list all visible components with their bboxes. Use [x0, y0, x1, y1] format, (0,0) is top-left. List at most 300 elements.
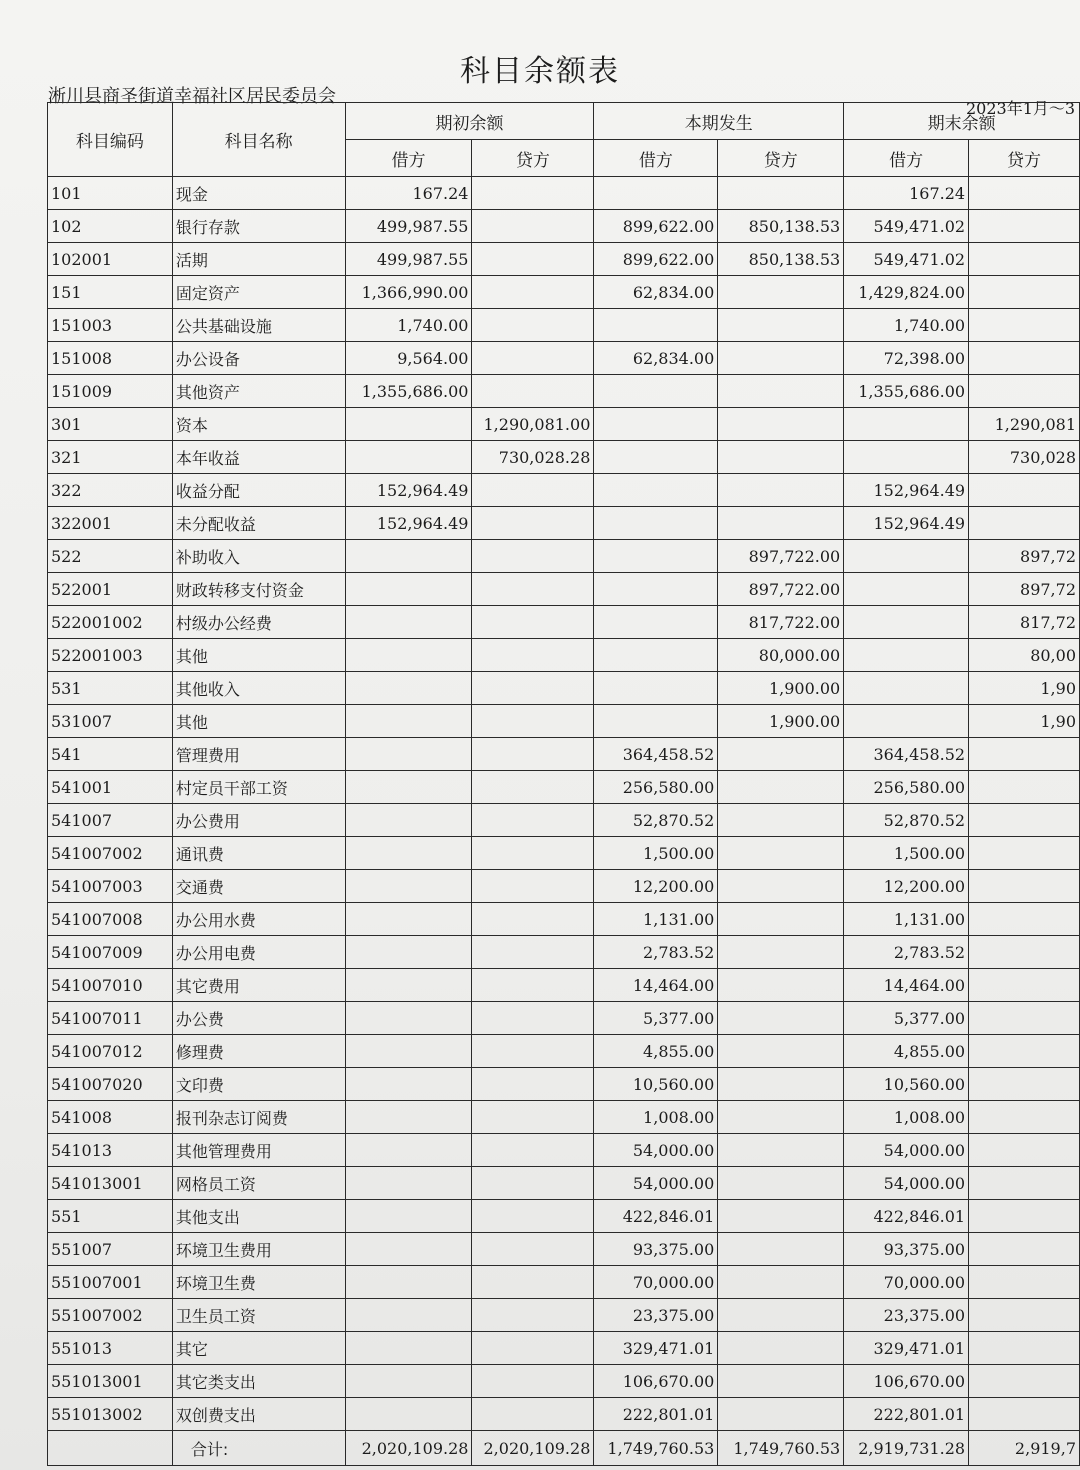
- cell-current-credit: [718, 738, 844, 771]
- total-current-debit: 1,749,760.53: [594, 1431, 718, 1466]
- cell-closing-debit: 256,580.00: [844, 771, 969, 804]
- table-row: [48, 903, 1080, 936]
- cell-current-debit: [594, 309, 718, 342]
- table-row: [48, 639, 1080, 672]
- table-row: [48, 540, 1080, 573]
- cell-closing-debit: 23,375.00: [844, 1299, 969, 1332]
- table-row: [48, 936, 1080, 969]
- cell-name: 其他: [172, 639, 345, 672]
- cell-opening-credit: [472, 771, 594, 804]
- cell-opening-debit: [345, 408, 472, 441]
- cell-closing-credit: [969, 837, 1080, 870]
- cell-current-debit: 1,500.00: [594, 837, 718, 870]
- header-current-credit: 贷方: [718, 140, 844, 177]
- table-row: [48, 507, 1080, 540]
- header-opening: 期初余额: [345, 103, 594, 140]
- cell-opening-debit: [345, 969, 472, 1002]
- cell-name: 办公设备: [172, 342, 345, 375]
- cell-opening-debit: [345, 441, 472, 474]
- cell-closing-credit: [969, 243, 1080, 276]
- header-opening-credit: 贷方: [472, 140, 594, 177]
- header-current-debit: 借方: [594, 140, 718, 177]
- cell-opening-credit: [472, 1266, 594, 1299]
- total-row: [48, 1431, 1080, 1466]
- cell-closing-debit: 70,000.00: [844, 1266, 969, 1299]
- cell-closing-debit: 549,471.02: [844, 243, 969, 276]
- cell-current-debit: 52,870.52: [594, 804, 718, 837]
- cell-opening-credit: [472, 1068, 594, 1101]
- cell-opening-credit: [472, 1134, 594, 1167]
- cell-closing-credit: [969, 1398, 1080, 1431]
- cell-name: 其他支出: [172, 1200, 345, 1233]
- cell-closing-credit: 897,72: [969, 573, 1080, 606]
- cell-current-debit: 222,801.01: [594, 1398, 718, 1431]
- cell-opening-debit: 499,987.55: [345, 243, 472, 276]
- header-name: 科目名称: [172, 103, 345, 177]
- cell-current-credit: [718, 837, 844, 870]
- cell-code: 151009: [48, 375, 173, 408]
- cell-code: 151003: [48, 309, 173, 342]
- cell-closing-debit: 14,464.00: [844, 969, 969, 1002]
- table-row: [48, 1134, 1080, 1167]
- cell-name: 未分配收益: [172, 507, 345, 540]
- cell-code: 541013001: [48, 1167, 173, 1200]
- cell-current-debit: 54,000.00: [594, 1134, 718, 1167]
- cell-closing-credit: 80,00: [969, 639, 1080, 672]
- cell-closing-debit: 106,670.00: [844, 1365, 969, 1398]
- cell-closing-credit: [969, 342, 1080, 375]
- header-closing-debit: 借方: [844, 140, 969, 177]
- cell-closing-debit: 72,398.00: [844, 342, 969, 375]
- cell-current-credit: [718, 804, 844, 837]
- table-row: [48, 1035, 1080, 1068]
- table-row: [48, 1365, 1080, 1398]
- cell-current-debit: 364,458.52: [594, 738, 718, 771]
- table-row: [48, 1068, 1080, 1101]
- cell-current-debit: 70,000.00: [594, 1266, 718, 1299]
- cell-current-debit: [594, 705, 718, 738]
- table-row: [48, 375, 1080, 408]
- cell-opening-credit: [472, 177, 594, 210]
- cell-closing-debit: 1,008.00: [844, 1101, 969, 1134]
- cell-closing-credit: [969, 210, 1080, 243]
- cell-current-credit: [718, 936, 844, 969]
- cell-opening-debit: [345, 1134, 472, 1167]
- cell-current-credit: [718, 474, 844, 507]
- cell-closing-debit: [844, 441, 969, 474]
- cell-opening-credit: [472, 1167, 594, 1200]
- table-row: [48, 1299, 1080, 1332]
- cell-code: 551013002: [48, 1398, 173, 1431]
- cell-current-debit: [594, 474, 718, 507]
- cell-closing-credit: [969, 1266, 1080, 1299]
- cell-current-credit: [718, 1134, 844, 1167]
- cell-code: 102: [48, 210, 173, 243]
- cell-name: 其他: [172, 705, 345, 738]
- cell-opening-credit: [472, 1299, 594, 1332]
- cell-closing-credit: [969, 936, 1080, 969]
- total-label: 合计:: [172, 1431, 345, 1466]
- cell-opening-debit: [345, 1167, 472, 1200]
- cell-name: 环境卫生费用: [172, 1233, 345, 1266]
- cell-name: 其它费用: [172, 969, 345, 1002]
- table-row: [48, 474, 1080, 507]
- cell-closing-credit: [969, 903, 1080, 936]
- cell-opening-credit: [472, 1233, 594, 1266]
- cell-closing-credit: [969, 507, 1080, 540]
- cell-name: 其他收入: [172, 672, 345, 705]
- total-closing-credit: 2,919,7: [969, 1431, 1080, 1466]
- cell-name: 补助收入: [172, 540, 345, 573]
- cell-opening-debit: [345, 1200, 472, 1233]
- cell-current-debit: [594, 639, 718, 672]
- cell-code: 541007011: [48, 1002, 173, 1035]
- cell-current-credit: [718, 1200, 844, 1233]
- cell-current-credit: [718, 1035, 844, 1068]
- header-code: 科目编码: [48, 103, 173, 177]
- cell-current-debit: [594, 540, 718, 573]
- cell-name: 文印费: [172, 1068, 345, 1101]
- cell-opening-credit: [472, 1002, 594, 1035]
- cell-name: 收益分配: [172, 474, 345, 507]
- cell-closing-debit: 1,131.00: [844, 903, 969, 936]
- cell-current-credit: [718, 870, 844, 903]
- cell-code: 551013: [48, 1332, 173, 1365]
- cell-name: 固定资产: [172, 276, 345, 309]
- cell-code: 522001002: [48, 606, 173, 639]
- cell-current-debit: [594, 672, 718, 705]
- cell-closing-credit: [969, 969, 1080, 1002]
- cell-name: 其他资产: [172, 375, 345, 408]
- cell-opening-credit: [472, 276, 594, 309]
- cell-closing-credit: [969, 1200, 1080, 1233]
- cell-code: 101: [48, 177, 173, 210]
- cell-current-debit: 4,855.00: [594, 1035, 718, 1068]
- cell-name: 活期: [172, 243, 345, 276]
- cell-closing-debit: 52,870.52: [844, 804, 969, 837]
- table-row: [48, 771, 1080, 804]
- cell-closing-debit: 329,471.01: [844, 1332, 969, 1365]
- cell-opening-debit: [345, 870, 472, 903]
- cell-closing-debit: 10,560.00: [844, 1068, 969, 1101]
- cell-closing-debit: 152,964.49: [844, 474, 969, 507]
- cell-code: 151: [48, 276, 173, 309]
- cell-name: 现金: [172, 177, 345, 210]
- cell-current-credit: 1,900.00: [718, 672, 844, 705]
- cell-opening-credit: [472, 1398, 594, 1431]
- cell-closing-debit: 54,000.00: [844, 1134, 969, 1167]
- cell-opening-debit: [345, 639, 472, 672]
- table-row: [48, 1167, 1080, 1200]
- table-row: [48, 342, 1080, 375]
- header-row-groups: [48, 103, 1080, 140]
- table-row: [48, 1200, 1080, 1233]
- cell-name: 资本: [172, 408, 345, 441]
- cell-current-debit: [594, 177, 718, 210]
- cell-current-debit: [594, 573, 718, 606]
- table-row: [48, 1101, 1080, 1134]
- cell-code: 541007020: [48, 1068, 173, 1101]
- cell-code: 551007: [48, 1233, 173, 1266]
- cell-code: 551007002: [48, 1299, 173, 1332]
- cell-opening-credit: [472, 606, 594, 639]
- table-row: [48, 1266, 1080, 1299]
- cell-code: 541007012: [48, 1035, 173, 1068]
- cell-closing-debit: 2,783.52: [844, 936, 969, 969]
- cell-current-credit: 80,000.00: [718, 639, 844, 672]
- cell-opening-debit: [345, 1266, 472, 1299]
- cell-closing-debit: [844, 672, 969, 705]
- cell-opening-credit: [472, 936, 594, 969]
- cell-current-credit: [718, 276, 844, 309]
- cell-current-credit: [718, 1299, 844, 1332]
- cell-closing-debit: [844, 573, 969, 606]
- cell-current-debit: [594, 441, 718, 474]
- cell-closing-credit: [969, 1167, 1080, 1200]
- cell-opening-credit: [472, 210, 594, 243]
- table-row: [48, 738, 1080, 771]
- cell-opening-credit: [472, 1035, 594, 1068]
- cell-closing-credit: [969, 1101, 1080, 1134]
- cell-current-credit: [718, 1101, 844, 1134]
- total-opening-debit: 2,020,109.28: [345, 1431, 472, 1466]
- cell-closing-debit: [844, 639, 969, 672]
- cell-closing-credit: [969, 1233, 1080, 1266]
- cell-closing-credit: 730,028: [969, 441, 1080, 474]
- cell-opening-credit: [472, 507, 594, 540]
- cell-opening-credit: [472, 903, 594, 936]
- cell-opening-debit: 167.24: [345, 177, 472, 210]
- cell-current-debit: 899,622.00: [594, 210, 718, 243]
- cell-closing-debit: 167.24: [844, 177, 969, 210]
- cell-opening-debit: [345, 903, 472, 936]
- cell-opening-credit: [472, 573, 594, 606]
- cell-opening-credit: [472, 837, 594, 870]
- header-current: 本期发生: [594, 103, 844, 140]
- cell-current-credit: [718, 1332, 844, 1365]
- cell-closing-credit: 817,72: [969, 606, 1080, 639]
- cell-closing-debit: 222,801.01: [844, 1398, 969, 1431]
- cell-current-debit: 422,846.01: [594, 1200, 718, 1233]
- total-closing-debit: 2,919,731.28: [844, 1431, 969, 1466]
- cell-closing-debit: 12,200.00: [844, 870, 969, 903]
- cell-name: 其它: [172, 1332, 345, 1365]
- cell-opening-debit: 9,564.00: [345, 342, 472, 375]
- report-period: 2023年1月～3: [966, 99, 1076, 118]
- cell-opening-credit: [472, 1200, 594, 1233]
- cell-closing-debit: [844, 606, 969, 639]
- cell-closing-debit: 4,855.00: [844, 1035, 969, 1068]
- cell-current-debit: 54,000.00: [594, 1167, 718, 1200]
- cell-closing-debit: [844, 705, 969, 738]
- cell-closing-credit: 1,90: [969, 705, 1080, 738]
- cell-opening-credit: [472, 639, 594, 672]
- cell-current-debit: 106,670.00: [594, 1365, 718, 1398]
- cell-current-credit: [718, 441, 844, 474]
- cell-opening-credit: [472, 243, 594, 276]
- cell-current-debit: [594, 507, 718, 540]
- cell-closing-debit: 1,500.00: [844, 837, 969, 870]
- cell-closing-debit: 1,740.00: [844, 309, 969, 342]
- cell-current-credit: [718, 507, 844, 540]
- cell-current-credit: [718, 1167, 844, 1200]
- cell-code: 541: [48, 738, 173, 771]
- cell-closing-credit: [969, 474, 1080, 507]
- cell-opening-debit: [345, 837, 472, 870]
- cell-name: 办公用电费: [172, 936, 345, 969]
- cell-code: 102001: [48, 243, 173, 276]
- cell-current-debit: 1,131.00: [594, 903, 718, 936]
- cell-closing-debit: 1,355,686.00: [844, 375, 969, 408]
- cell-closing-debit: 364,458.52: [844, 738, 969, 771]
- cell-current-debit: 256,580.00: [594, 771, 718, 804]
- cell-current-debit: 23,375.00: [594, 1299, 718, 1332]
- table-row: [48, 705, 1080, 738]
- cell-current-debit: 12,200.00: [594, 870, 718, 903]
- table-row: [48, 276, 1080, 309]
- table-row: [48, 309, 1080, 342]
- cell-name: 通讯费: [172, 837, 345, 870]
- cell-current-credit: [718, 1398, 844, 1431]
- cell-code: 151008: [48, 342, 173, 375]
- cell-opening-credit: 1,290,081.00: [472, 408, 594, 441]
- cell-closing-debit: 5,377.00: [844, 1002, 969, 1035]
- cell-code: 541001: [48, 771, 173, 804]
- cell-current-credit: [718, 375, 844, 408]
- table-row: [48, 870, 1080, 903]
- cell-closing-credit: [969, 276, 1080, 309]
- header-closing-credit: 贷方: [969, 140, 1080, 177]
- cell-current-credit: 850,138.53: [718, 210, 844, 243]
- cell-opening-debit: [345, 804, 472, 837]
- cell-current-debit: [594, 375, 718, 408]
- cell-name: 修理费: [172, 1035, 345, 1068]
- cell-current-credit: 1,900.00: [718, 705, 844, 738]
- cell-current-credit: [718, 408, 844, 441]
- organization-name: 淅川县商圣街道幸福社区居民委员会: [48, 86, 336, 107]
- cell-current-credit: [718, 1365, 844, 1398]
- cell-opening-debit: 152,964.49: [345, 474, 472, 507]
- cell-current-credit: [718, 1233, 844, 1266]
- cell-closing-credit: 897,72: [969, 540, 1080, 573]
- cell-code: 321: [48, 441, 173, 474]
- cell-closing-credit: [969, 870, 1080, 903]
- cell-opening-debit: [345, 1398, 472, 1431]
- cell-opening-credit: [472, 672, 594, 705]
- cell-opening-credit: [472, 804, 594, 837]
- cell-closing-credit: 1,90: [969, 672, 1080, 705]
- cell-code: 541013: [48, 1134, 173, 1167]
- table-row: [48, 177, 1080, 210]
- cell-opening-credit: [472, 309, 594, 342]
- cell-closing-credit: [969, 309, 1080, 342]
- cell-code: 301: [48, 408, 173, 441]
- cell-code: 522001: [48, 573, 173, 606]
- cell-opening-debit: [345, 738, 472, 771]
- cell-opening-debit: 1,740.00: [345, 309, 472, 342]
- cell-code: 551007001: [48, 1266, 173, 1299]
- cell-current-credit: 817,722.00: [718, 606, 844, 639]
- cell-code: 551013001: [48, 1365, 173, 1398]
- table-body: [48, 177, 1080, 1431]
- cell-name: 银行存款: [172, 210, 345, 243]
- table-row: [48, 804, 1080, 837]
- cell-current-debit: 2,783.52: [594, 936, 718, 969]
- cell-opening-debit: [345, 1068, 472, 1101]
- cell-opening-debit: [345, 705, 472, 738]
- cell-closing-credit: [969, 177, 1080, 210]
- cell-code: 541007: [48, 804, 173, 837]
- cell-code: 322: [48, 474, 173, 507]
- cell-name: 报刊杂志订阅费: [172, 1101, 345, 1134]
- cell-opening-debit: [345, 1233, 472, 1266]
- cell-opening-debit: [345, 1332, 472, 1365]
- cell-code: 531: [48, 672, 173, 705]
- cell-opening-credit: [472, 870, 594, 903]
- cell-opening-debit: 152,964.49: [345, 507, 472, 540]
- cell-current-credit: 850,138.53: [718, 243, 844, 276]
- cell-opening-debit: [345, 1101, 472, 1134]
- cell-closing-credit: [969, 738, 1080, 771]
- cell-closing-debit: 54,000.00: [844, 1167, 969, 1200]
- table-row: [48, 573, 1080, 606]
- cell-name: 村级办公经费: [172, 606, 345, 639]
- cell-current-credit: [718, 969, 844, 1002]
- cell-code: 522: [48, 540, 173, 573]
- cell-current-debit: [594, 408, 718, 441]
- cell-current-credit: [718, 177, 844, 210]
- cell-name: 卫生员工资: [172, 1299, 345, 1332]
- cell-code: 522001003: [48, 639, 173, 672]
- cell-closing-credit: [969, 1134, 1080, 1167]
- cell-opening-debit: [345, 573, 472, 606]
- cell-name: 公共基础设施: [172, 309, 345, 342]
- table-row: [48, 1332, 1080, 1365]
- cell-current-debit: 62,834.00: [594, 276, 718, 309]
- table-row: [48, 243, 1080, 276]
- cell-current-debit: 329,471.01: [594, 1332, 718, 1365]
- cell-closing-credit: [969, 1299, 1080, 1332]
- cell-opening-credit: 730,028.28: [472, 441, 594, 474]
- cell-opening-debit: 1,355,686.00: [345, 375, 472, 408]
- cell-name: 其他管理费用: [172, 1134, 345, 1167]
- cell-opening-debit: [345, 672, 472, 705]
- page-title: 科目余额表: [460, 54, 620, 89]
- balance-table: [47, 102, 1080, 1466]
- cell-name: 本年收益: [172, 441, 345, 474]
- cell-opening-debit: 499,987.55: [345, 210, 472, 243]
- cell-current-credit: [718, 1068, 844, 1101]
- cell-name: 村定员干部工资: [172, 771, 345, 804]
- cell-closing-debit: 152,964.49: [844, 507, 969, 540]
- cell-current-debit: 62,834.00: [594, 342, 718, 375]
- cell-closing-credit: [969, 1035, 1080, 1068]
- cell-code: 531007: [48, 705, 173, 738]
- cell-code: 541007009: [48, 936, 173, 969]
- cell-name: 环境卫生费: [172, 1266, 345, 1299]
- cell-opening-debit: [345, 936, 472, 969]
- cell-opening-credit: [472, 1332, 594, 1365]
- cell-code: 541007008: [48, 903, 173, 936]
- cell-opening-credit: [472, 1365, 594, 1398]
- cell-closing-credit: [969, 771, 1080, 804]
- cell-opening-debit: [345, 1035, 472, 1068]
- total-opening-credit: 2,020,109.28: [472, 1431, 594, 1466]
- table-row: [48, 969, 1080, 1002]
- cell-current-credit: [718, 309, 844, 342]
- cell-closing-credit: [969, 1332, 1080, 1365]
- cell-name: 交通费: [172, 870, 345, 903]
